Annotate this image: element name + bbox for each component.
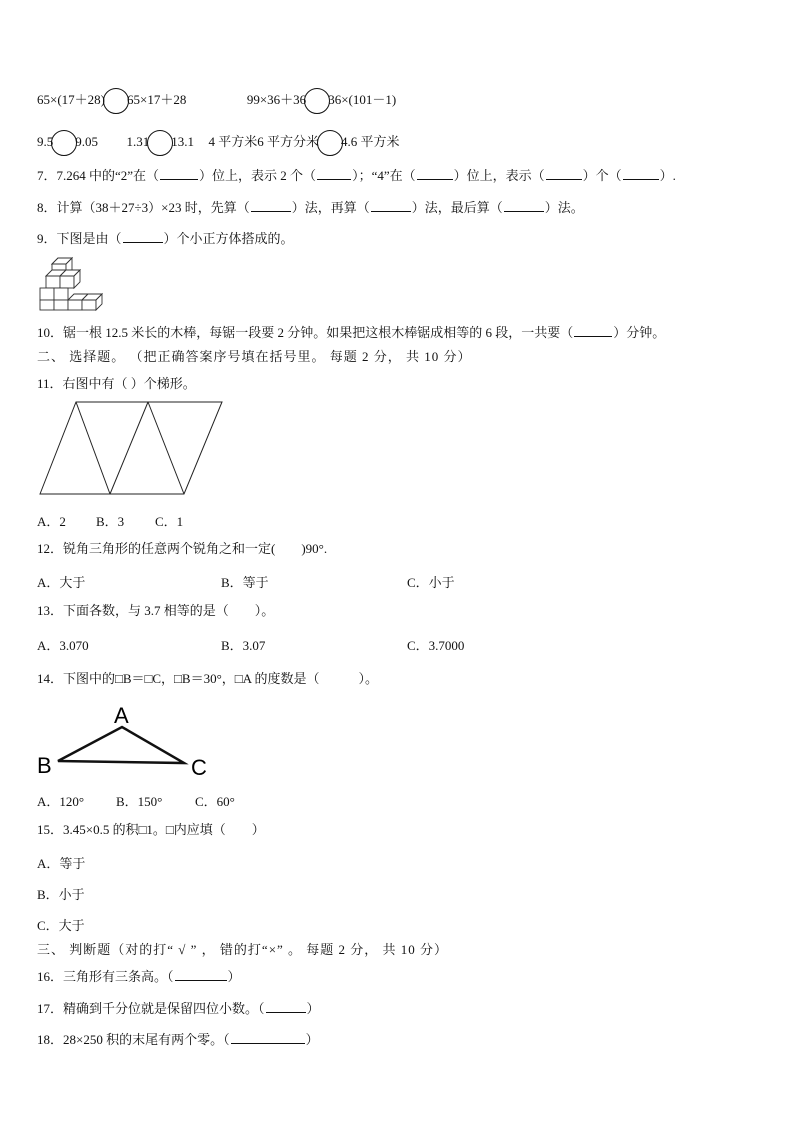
answer-blank[interactable] [371,199,411,212]
q17-text: ） [306,1001,320,1016]
question-12: 12．锐角三角形的任意两个锐角之和一定( )90°. [37,541,328,556]
compare-circle[interactable] [147,130,173,156]
expr: 13.1 [171,133,194,149]
expr: 9.5 [37,133,54,149]
answer-blank[interactable] [574,324,612,337]
expr: 65×17＋28 [127,91,187,107]
q11-option-b[interactable]: B．3 [96,514,125,529]
q9-text: ）个小正方体搭成的。 [163,231,294,246]
q17-text: 17．精确到千分位就是保留四位小数。（ [37,1001,265,1016]
question-8 [37,199,584,216]
q16-text: ） [227,969,241,984]
q13-option-b[interactable]: B．3.07 [221,638,266,653]
answer-blank[interactable] [504,199,544,212]
question-18 [37,1031,319,1048]
q8-text: ）法。 [544,200,584,215]
question-16 [37,968,241,985]
expr: 36×(101－1) [328,91,397,107]
answer-blank[interactable] [160,167,198,180]
q12-option-b[interactable]: B．等于 [221,575,269,590]
q14-option-a[interactable]: A．120° [37,794,85,809]
answer-blank[interactable] [251,199,291,212]
expr: 99×36＋36 [246,91,307,107]
answer-blank[interactable] [317,167,351,180]
section-3-heading: 三、 判断题（对的打“ √ ” ， 错的打“×” 。 每题 2 分， 共 10 分） [37,942,449,957]
expr: 9.05 [75,133,98,149]
question-7 [37,167,676,184]
vertex-label-c: C [191,755,207,780]
q7-text: ）个（ [582,168,622,183]
question-10 [37,324,665,341]
answer-blank[interactable] [266,1000,306,1013]
q14-option-c[interactable]: C．60° [195,794,235,809]
q13-option-c[interactable]: C．3.7000 [407,638,465,653]
q9-text: 9．下图是由（ [37,231,122,246]
q10-text: ）分钟。 [613,325,666,340]
q16-text: 16．三角形有三条高。（ [37,969,174,984]
cube-stack-figure [38,256,110,312]
q8-text: ）法，最后算（ [411,200,503,215]
answer-blank[interactable] [231,1031,305,1044]
q10-text: 10．锯一根 12.5 米长的木棒，每锯一段要 2 分钟。如果把这根木棒锯成相等的 6 段，一共要（ [37,325,574,340]
question-14: 14．下图中的□B＝□C，□B＝30°，□A 的度数是（ ）。 [37,671,379,686]
question-9 [37,230,294,247]
vertex-label-a: A [114,703,129,728]
question-15: 15．3.45×0.5 的积□1。□内应填（ ） [37,822,265,837]
q7-text: ）. [659,168,676,183]
q8-text: 8．计算（38＋27÷3）×23 时，先算（ [37,200,250,215]
compare-circle[interactable] [317,130,343,156]
expr: 4.6 平方米 [341,133,400,149]
section-2-heading: 二、 选择题。 （把正确答案序号填在括号里。 每题 2 分， 共 10 分） [37,349,472,364]
answer-blank[interactable] [123,230,163,243]
q13-option-a[interactable]: A．3.070 [37,638,89,653]
triangle-figure [34,700,214,782]
answer-blank[interactable] [623,167,659,180]
q15-option-c[interactable]: C．大于 [37,918,85,933]
q7-text: 7．7.264 中的“2”在（ [37,168,160,183]
compare-circle[interactable] [51,130,77,156]
q14-option-b[interactable]: B．150° [116,794,163,809]
comparison-row-2 [37,130,400,156]
q18-text: 18．28×250 积的末尾有两个零。（ [37,1032,230,1047]
compare-circle[interactable] [103,88,129,114]
compare-circle[interactable] [304,88,330,114]
parallelogram-figure [38,400,224,496]
vertex-label-b: B [37,753,52,778]
comparison-row-1 [37,88,396,114]
question-11: 11．右图中有（ ）个梯形。 [37,376,196,391]
q7-text: ）位上，表示（ [453,168,545,183]
expr: 1.31 [126,133,150,149]
question-13: 13．下面各数，与 3.7 相等的是（ ）。 [37,603,275,618]
q12-option-c[interactable]: C．小于 [407,575,455,590]
question-17 [37,1000,320,1017]
answer-blank[interactable] [175,968,227,981]
q11-option-c[interactable]: C．1 [155,514,184,529]
q15-option-b[interactable]: B．小于 [37,887,85,902]
q7-text: ）；“4”在（ [352,168,416,183]
q8-text: ）法，再算（ [291,200,370,215]
q15-option-a[interactable]: A．等于 [37,856,86,871]
q11-option-a[interactable]: A．2 [37,514,66,529]
q18-text: ） [305,1032,319,1047]
answer-blank[interactable] [417,167,453,180]
expr: 4 平方米6 平方分米 [208,133,320,149]
q12-option-a[interactable]: A．大于 [37,575,86,590]
q7-text: ）位上，表示 2 个（ [199,168,317,183]
answer-blank[interactable] [546,167,582,180]
expr: 65×(17＋28) [37,91,105,107]
